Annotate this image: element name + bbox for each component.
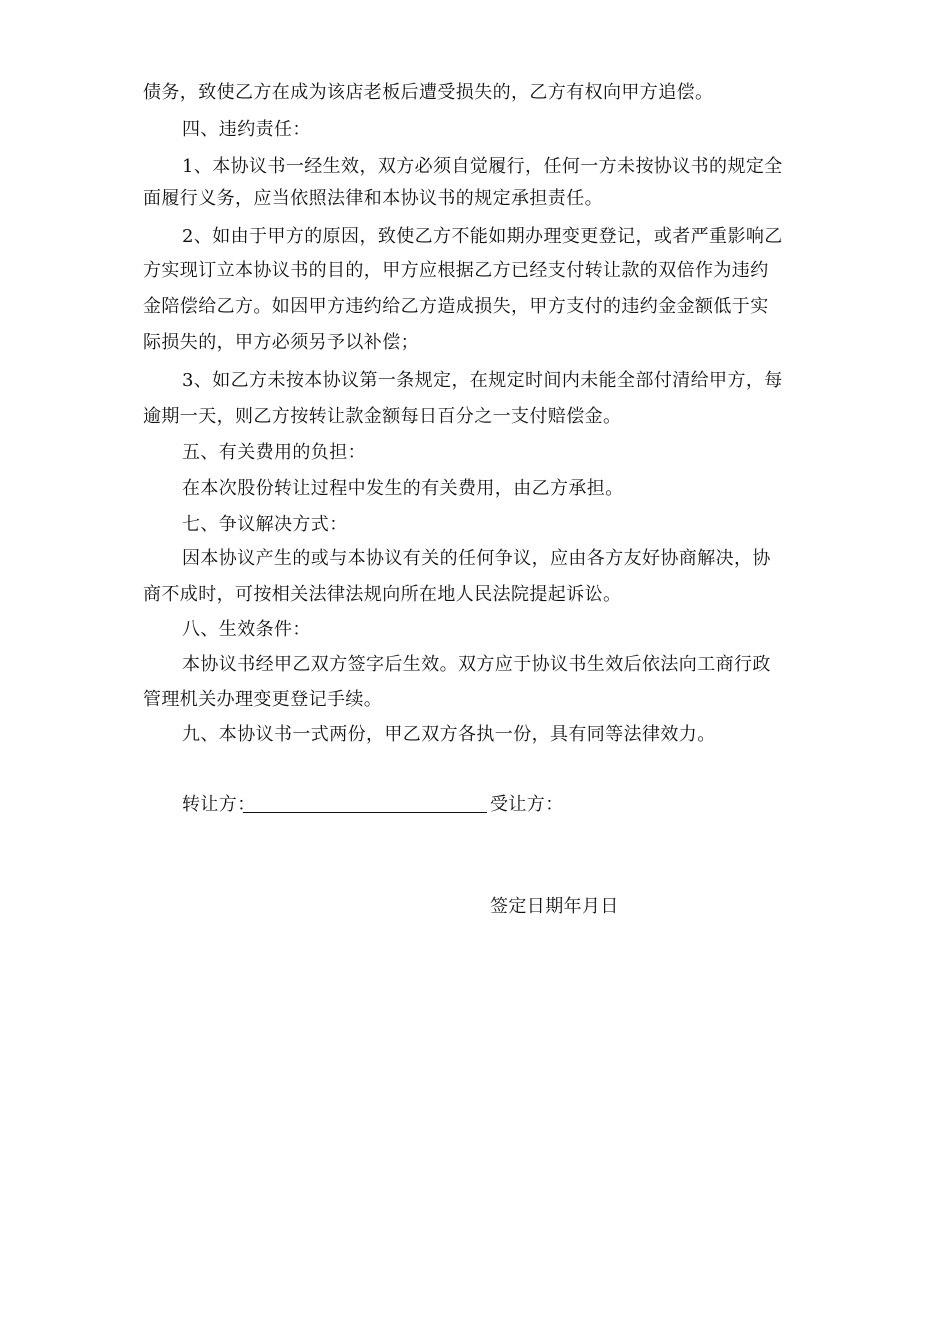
paragraph-line: 因本协议产生的或与本协议有关的任何争议，应由各方友好协商解决，协 <box>182 548 771 569</box>
paragraph-line: 本协议书经甲乙双方签字后生效。双方应于协议书生效后依法向工商行政 <box>182 654 771 675</box>
paragraph-line: 际损失的，甲方必须另予以补偿； <box>143 332 419 353</box>
section-heading-dispute: 七、争议解决方式： <box>182 514 348 535</box>
transferor-signature-line <box>243 812 487 813</box>
transferee-label: 受让方： <box>490 794 564 815</box>
paragraph-line: 商不成时，可按相关法律法规向所在地人民法院提起诉讼。 <box>143 584 622 605</box>
paragraph-line: 逾期一天，则乙方按转让款金额每日百分之一支付赔偿金。 <box>143 406 622 427</box>
paragraph-line: 九、本协议书一式两份，甲乙双方各执一份，具有同等法律效力。 <box>182 724 716 745</box>
section-heading-fees: 五、有关费用的负担： <box>182 442 366 463</box>
section-heading-breach: 四、违约责任： <box>182 119 311 140</box>
paragraph-line: 金陪偿给乙方。如因甲方违约给乙方造成损失，甲方支付的违约金金额低于实 <box>143 296 769 317</box>
paragraph-line: 方实现订立本协议书的目的，甲方应根据乙方已经支付转让款的双倍作为违约 <box>143 260 769 281</box>
paragraph-line: 面履行义务，应当依照法律和本协议书的规定承担责任。 <box>143 188 603 209</box>
paragraph-line: 3、如乙方未按本协议第一条规定，在规定时间内未能全部付清给甲方，每 <box>182 370 783 391</box>
paragraph-line: 在本次股份转让过程中发生的有关费用，由乙方承担。 <box>182 478 624 499</box>
signing-date-label: 签定日期年月日 <box>490 896 619 917</box>
paragraph-line: 2、如由于甲方的原因，致使乙方不能如期办理变更登记，或者严重影响乙 <box>182 226 783 247</box>
section-heading-effect: 八、生效条件： <box>182 619 311 640</box>
transferor-label: 转让方： <box>182 794 256 815</box>
paragraph-line: 债务，致使乙方在成为该店老板后遭受损失的，乙方有权向甲方追偿。 <box>143 82 714 103</box>
paragraph-line: 1、本协议书一经生效，双方必须自觉履行，任何一方未按协议书的规定全 <box>182 156 783 177</box>
paragraph-line: 管理机关办理变更登记手续。 <box>143 689 383 710</box>
